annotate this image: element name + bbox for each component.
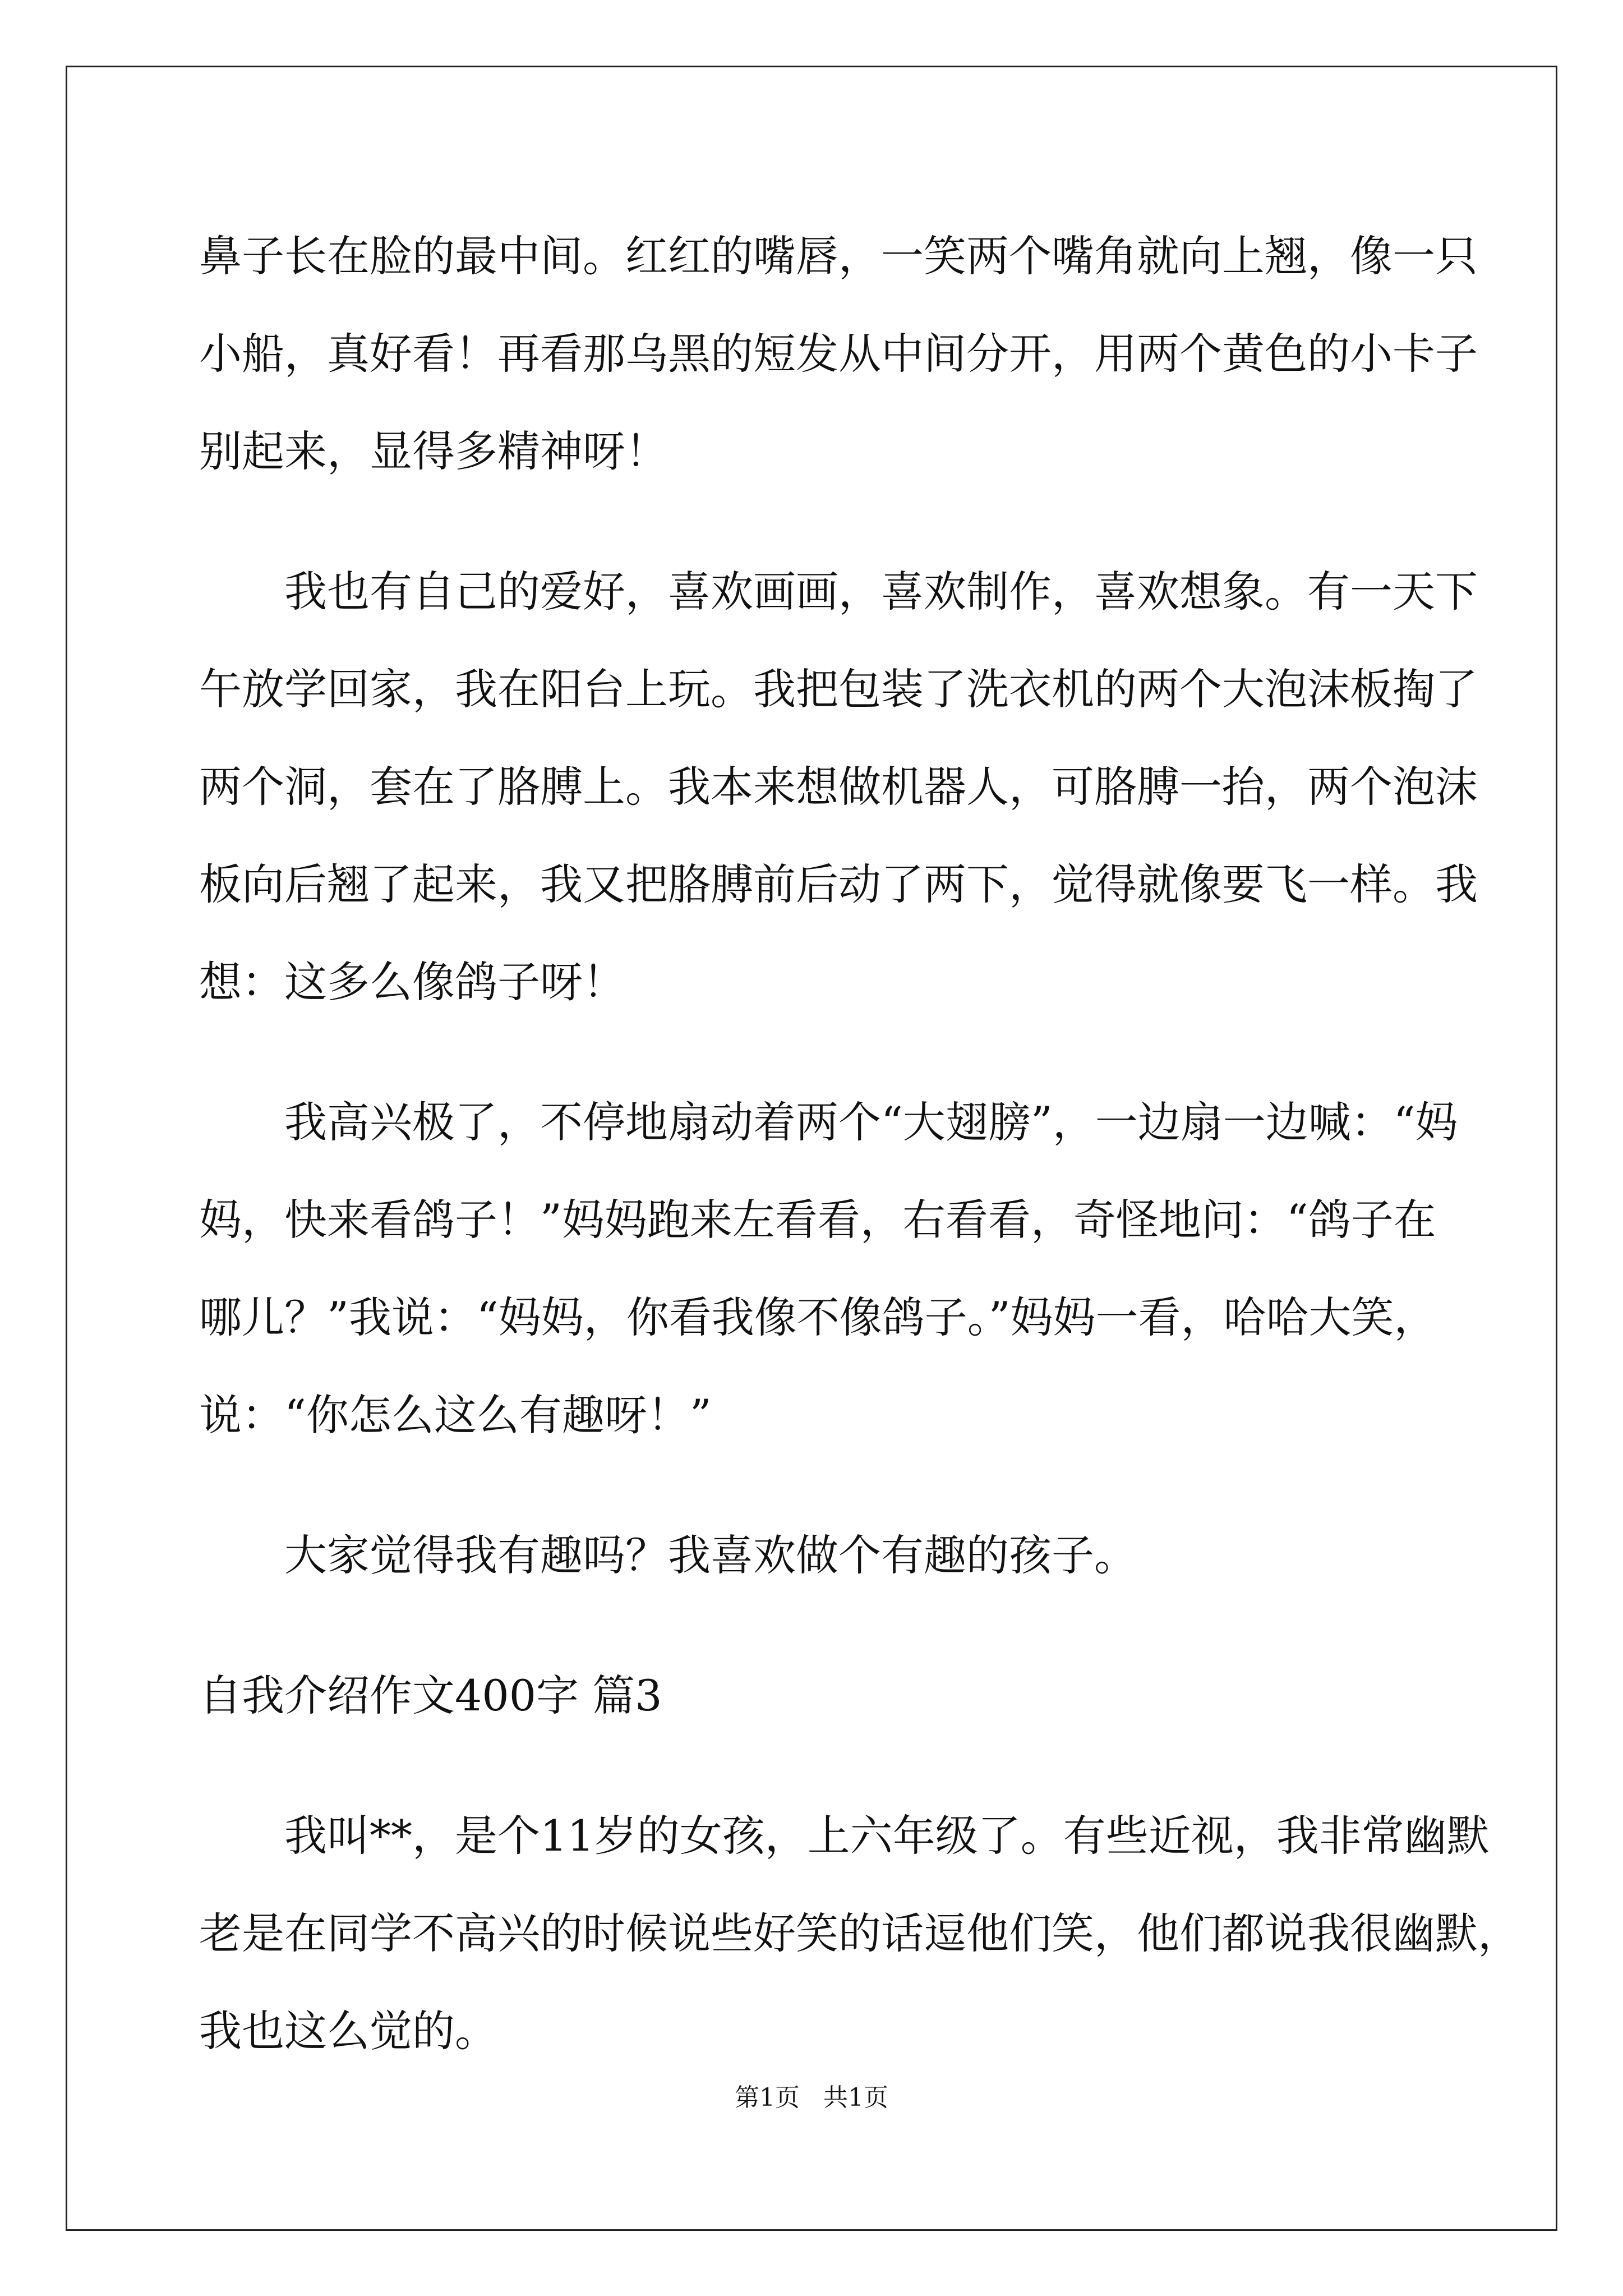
paragraph-spacer [199, 1604, 1427, 1647]
paragraph-5-line-2: 老是在同学不高兴的时候说些好笑的话逗他们笑，他们都说我很幽默， [199, 1908, 1520, 1958]
paragraph-3-line-2: 妈，快来看鸽子！”妈妈跑来左看看，右看看，奇怪地问：“鸽子在 [199, 1195, 1436, 1245]
paragraph-1-line-1: 鼻子长在脸的最中间。红红的嘴唇，一笑两个嘴角就向上翘，像一只 [199, 231, 1478, 281]
paragraph-spacer [199, 1031, 1427, 1074]
paragraph-3-line-3: 哪儿？”我说：“妈妈，你看我像不像鸽子。”妈妈一看，哈哈大笑， [199, 1292, 1437, 1342]
paragraph-spacer [199, 500, 1427, 543]
paragraph-3-line-1: 我高兴极了，不停地扇动着两个“大翅膀”，一边扇一边喊：“妈 [284, 1097, 1458, 1147]
paragraph-4-line-1: 大家觉得我有趣吗？我喜欢做个有趣的孩子。 [284, 1530, 1137, 1580]
paragraph-2-line-5: 想：这多么像鸽子呀！ [199, 957, 625, 1007]
page-footer: 第1页 共1页 [735, 2083, 888, 2112]
section-heading: 自我介绍作文400字 篇3 [199, 1671, 662, 1720]
paragraph-5-line-3: 我也这么觉的。 [199, 2006, 497, 2056]
paragraph-spacer [199, 1745, 1427, 1787]
paragraph-spacer [199, 1464, 1427, 1507]
paragraph-2-line-2: 午放学回家，我在阳台上玩。我把包装了洗衣机的两个大泡沫板掏了 [199, 664, 1478, 714]
paragraph-1-line-2: 小船，真好看！再看那乌黑的短发从中间分开，用两个黄色的小卡子 [199, 329, 1478, 379]
paragraph-5-line-1: 我叫**，是个11岁的女孩，上六年级了。有些近视，我非常幽默 [284, 1811, 1490, 1861]
paragraph-3-line-4: 说：“你怎么这么有趣呀！” [199, 1390, 712, 1440]
paragraph-1-line-3: 别起来，显得多精神呀！ [199, 426, 668, 476]
paragraph-2-line-1: 我也有自己的爱好，喜欢画画，喜欢制作，喜欢想象。有一天下 [284, 567, 1478, 616]
document-body [199, 208, 1520, 2080]
paragraph-2-line-4: 板向后翘了起来，我又把胳膊前后动了两下，觉得就像要飞一样。我 [199, 859, 1478, 909]
paragraph-2-line-3: 两个洞，套在了胳膊上。我本来想做机器人，可胳膊一抬，两个泡沫 [199, 762, 1478, 812]
